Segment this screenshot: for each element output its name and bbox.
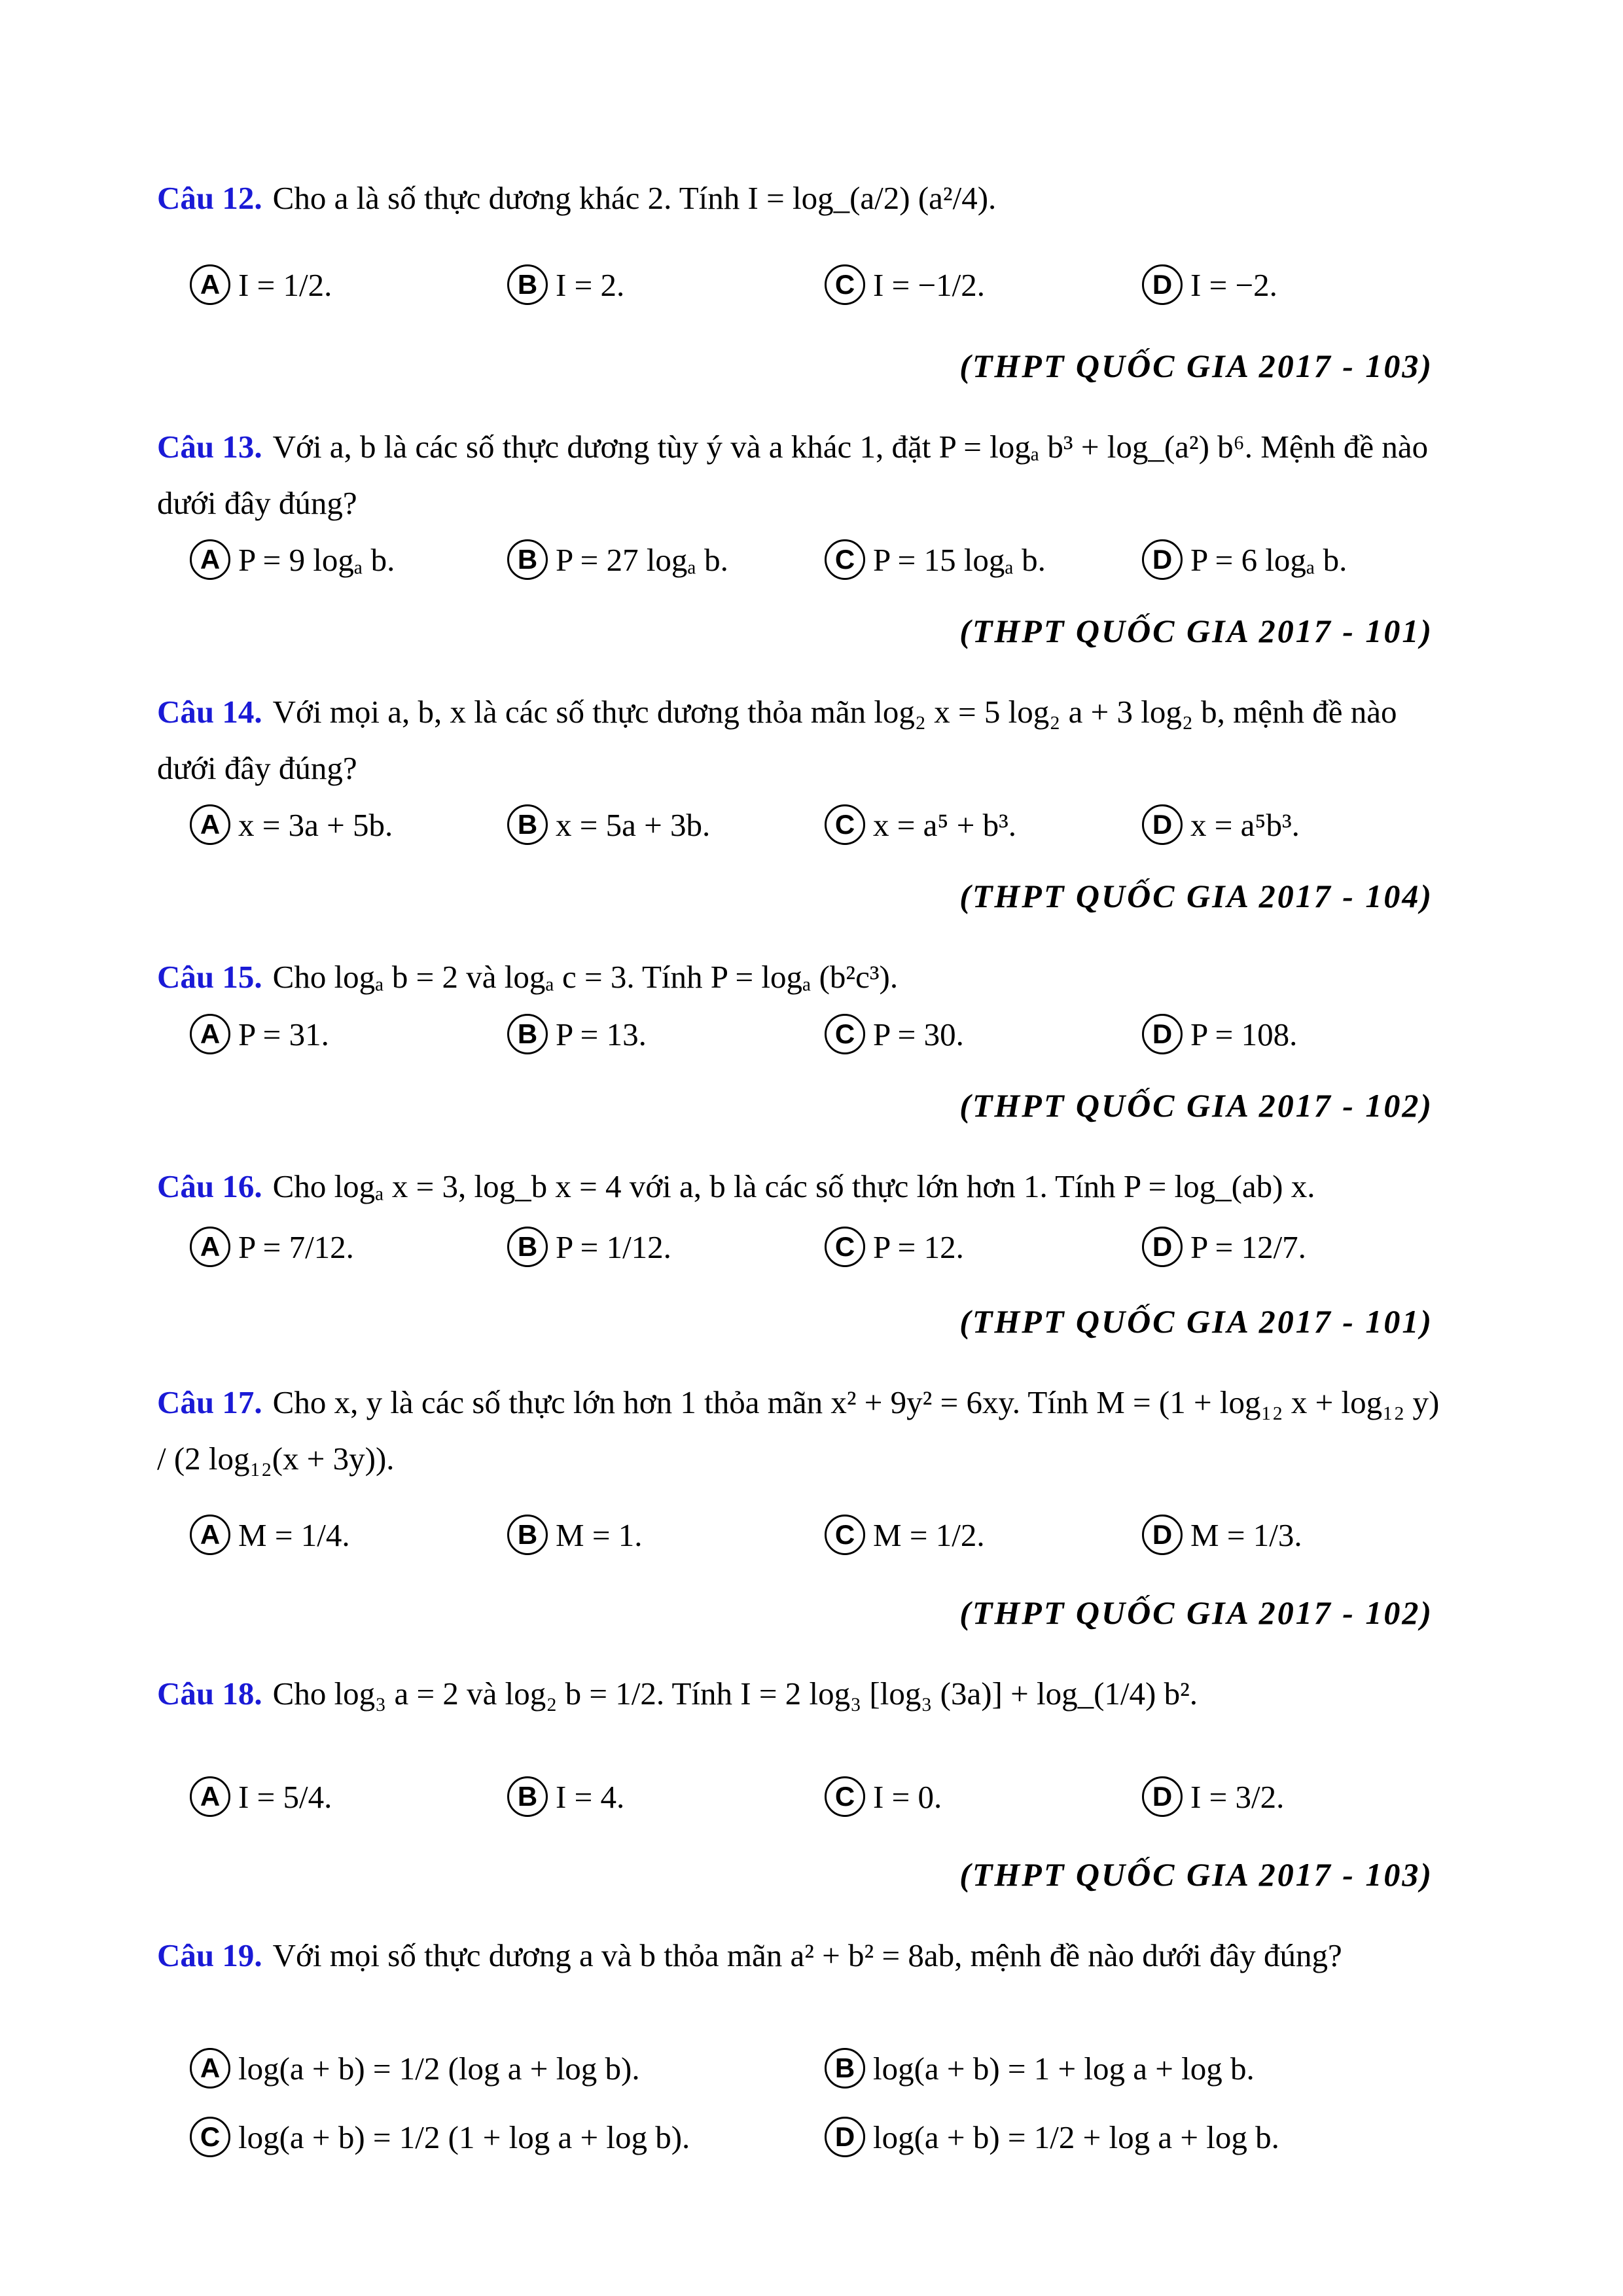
source-label: (THPT QUỐC GIA 2017 - 102): [959, 1594, 1433, 1631]
option-c[interactable]: [825, 1767, 942, 1826]
option-letter: B: [507, 1014, 548, 1054]
option-letter: C: [825, 804, 865, 845]
option-letter: A: [190, 1515, 230, 1555]
question-19: [157, 1928, 1440, 1984]
question-label: Câu 12.: [157, 180, 262, 216]
option-text: M = 1/2.: [873, 1516, 985, 1553]
option-text: M = 1.: [556, 1516, 643, 1553]
options-19-row2: [190, 2108, 1472, 2166]
option-a[interactable]: [190, 530, 395, 589]
option-text: P = 6 logₐ b.: [1190, 541, 1347, 578]
question-12: [157, 170, 1440, 226]
option-text: P = 1/12.: [556, 1229, 671, 1265]
option-letter: B: [507, 264, 548, 305]
option-letter: D: [825, 2117, 865, 2157]
question-label: Câu 13.: [157, 429, 262, 465]
option-text: I = −2.: [1190, 266, 1277, 303]
options-13: [190, 530, 1472, 589]
option-letter: A: [190, 264, 230, 305]
option-text: P = 13.: [556, 1016, 647, 1052]
options-18: [190, 1767, 1472, 1826]
option-c[interactable]: [825, 255, 985, 314]
options-14: [190, 795, 1472, 854]
option-letter: D: [1142, 1776, 1183, 1817]
option-letter: D: [1142, 264, 1183, 305]
option-letter: B: [507, 539, 548, 580]
option-letter: D: [1142, 1227, 1183, 1267]
option-letter: A: [190, 2048, 230, 2089]
option-text: x = 3a + 5b.: [238, 806, 393, 843]
option-text: P = 9 logₐ b.: [238, 541, 395, 578]
option-letter: D: [1142, 804, 1183, 845]
option-letter: B: [507, 1227, 548, 1267]
question-text: Cho log₃ a = 2 và log₂ b = 1/2. Tính I = 2 log₃ [log₃ (3a)] + log_(1/4) b².: [272, 1676, 1198, 1712]
option-a[interactable]: [190, 1005, 329, 1064]
option-text: x = a⁵b³.: [1190, 806, 1300, 843]
option-letter: C: [825, 1227, 865, 1267]
option-d[interactable]: [1142, 255, 1277, 314]
option-letter: C: [825, 264, 865, 305]
option-text: I = 0.: [873, 1778, 942, 1815]
option-text: P = 27 logₐ b.: [556, 541, 728, 578]
source-label: (THPT QUỐC GIA 2017 - 101): [959, 1303, 1433, 1340]
option-a[interactable]: [190, 795, 393, 854]
option-letter: D: [1142, 1515, 1183, 1555]
option-c[interactable]: [825, 1505, 985, 1564]
option-c[interactable]: [190, 2108, 690, 2166]
option-a[interactable]: [190, 1505, 350, 1564]
option-text: I = 5/4.: [238, 1778, 332, 1815]
option-letter: C: [825, 1776, 865, 1817]
option-c[interactable]: [825, 530, 1046, 589]
option-b[interactable]: [507, 795, 710, 854]
option-d[interactable]: [1142, 1505, 1302, 1564]
option-b[interactable]: [507, 1767, 624, 1826]
source-label: (THPT QUỐC GIA 2017 - 103): [959, 348, 1433, 384]
question-text: Cho x, y là các số thực lớn hơn 1 thỏa mãn x² + 9y² = 6xy. Tính M = (1 + log₁₂ x + log₁₂ y) / (2 log₁₂(x + 3y)).: [157, 1384, 1440, 1477]
option-text: P = 15 logₐ b.: [873, 541, 1046, 578]
option-c[interactable]: [825, 1005, 964, 1064]
option-letter: A: [190, 539, 230, 580]
question-17: [157, 1374, 1440, 1487]
option-letter: B: [507, 1515, 548, 1555]
options-15: [190, 1005, 1472, 1064]
option-letter: C: [825, 539, 865, 580]
option-b[interactable]: [507, 1217, 671, 1276]
option-d[interactable]: [1142, 1005, 1297, 1064]
option-letter: B: [825, 2048, 865, 2089]
question-13: [157, 419, 1440, 531]
question-label: Câu 18.: [157, 1676, 262, 1712]
question-label: Câu 14.: [157, 694, 262, 730]
option-letter: C: [825, 1515, 865, 1555]
option-c[interactable]: [825, 1217, 964, 1276]
options-16: [190, 1217, 1472, 1276]
option-c[interactable]: [825, 795, 1016, 854]
option-text: P = 30.: [873, 1016, 964, 1052]
option-text: I = 2.: [556, 266, 625, 303]
source-label: (THPT QUỐC GIA 2017 - 103): [959, 1856, 1433, 1893]
option-letter: A: [190, 1227, 230, 1267]
option-text: log(a + b) = 1 + log a + log b.: [873, 2050, 1255, 2087]
option-text: M = 1/3.: [1190, 1516, 1302, 1553]
question-text: Với mọi a, b, x là các số thực dương thỏa mãn log₂ x = 5 log₂ a + 3 log₂ b, mệnh đề nào dưới đây đúng?: [157, 694, 1397, 786]
question-text: Cho logₐ b = 2 và logₐ c = 3. Tính P = logₐ (b²c³).: [272, 959, 899, 995]
question-text: Với a, b là các số thực dương tùy ý và a khác 1, đặt P = logₐ b³ + log_(a²) b⁶. Mệnh đề nào dưới đây đúng?: [157, 429, 1429, 521]
source-label: (THPT QUỐC GIA 2017 - 102): [959, 1087, 1433, 1124]
option-d[interactable]: [1142, 795, 1300, 854]
option-letter: B: [507, 804, 548, 845]
option-text: I = 3/2.: [1190, 1778, 1285, 1815]
option-letter: B: [507, 1776, 548, 1817]
option-d[interactable]: [1142, 530, 1347, 589]
option-letter: D: [1142, 1014, 1183, 1054]
question-text: Với mọi số thực dương a và b thỏa mãn a² + b² = 8ab, mệnh đề nào dưới đây đúng?: [272, 1937, 1342, 1973]
option-b[interactable]: [507, 255, 624, 314]
question-label: Câu 15.: [157, 959, 262, 995]
option-b[interactable]: [507, 530, 728, 589]
source-label: (THPT QUỐC GIA 2017 - 104): [959, 878, 1433, 914]
option-text: log(a + b) = 1/2 (log a + log b).: [238, 2050, 640, 2087]
option-text: x = a⁵ + b³.: [873, 806, 1017, 843]
option-text: I = 4.: [556, 1778, 625, 1815]
option-text: P = 31.: [238, 1016, 329, 1052]
option-d[interactable]: [825, 2108, 1279, 2166]
question-15: [157, 949, 1440, 1005]
option-letter: A: [190, 804, 230, 845]
question-text: Cho a là số thực dương khác 2. Tính I = log_(a/2) (a²/4).: [272, 180, 997, 216]
option-a[interactable]: [190, 1217, 354, 1276]
option-b[interactable]: [507, 1505, 642, 1564]
option-b[interactable]: [507, 1005, 647, 1064]
option-text: M = 1/4.: [238, 1516, 350, 1553]
option-text: P = 12/7.: [1190, 1229, 1306, 1265]
option-text: P = 7/12.: [238, 1229, 354, 1265]
option-d[interactable]: [1142, 1767, 1284, 1826]
options-17: [190, 1505, 1472, 1564]
option-a[interactable]: [190, 255, 332, 314]
options-19-row1: [190, 2039, 1472, 2098]
option-a[interactable]: [190, 2039, 640, 2098]
option-letter: D: [1142, 539, 1183, 580]
question-14: [157, 684, 1440, 797]
option-letter: A: [190, 1776, 230, 1817]
option-letter: A: [190, 1014, 230, 1054]
option-letter: C: [190, 2117, 230, 2157]
option-text: log(a + b) = 1/2 (1 + log a + log b).: [238, 2119, 690, 2155]
option-letter: C: [825, 1014, 865, 1054]
option-text: P = 108.: [1190, 1016, 1298, 1052]
option-text: I = −1/2.: [873, 266, 985, 303]
option-text: P = 12.: [873, 1229, 964, 1265]
question-18: [157, 1666, 1440, 1722]
option-a[interactable]: [190, 1767, 332, 1826]
option-text: I = 1/2.: [238, 266, 332, 303]
option-b[interactable]: [825, 2039, 1255, 2098]
option-text: x = 5a + 3b.: [556, 806, 711, 843]
question-label: Câu 19.: [157, 1937, 262, 1973]
options-12: [190, 255, 1472, 314]
question-label: Câu 16.: [157, 1168, 262, 1204]
option-d[interactable]: [1142, 1217, 1306, 1276]
question-text: Cho logₐ x = 3, log_b x = 4 với a, b là các số thực lớn hơn 1. Tính P = log_(ab) x.: [272, 1168, 1315, 1204]
question-16: [157, 1158, 1440, 1215]
question-label: Câu 17.: [157, 1384, 262, 1420]
option-text: log(a + b) = 1/2 + log a + log b.: [873, 2119, 1279, 2155]
source-label: (THPT QUỐC GIA 2017 - 101): [959, 613, 1433, 649]
